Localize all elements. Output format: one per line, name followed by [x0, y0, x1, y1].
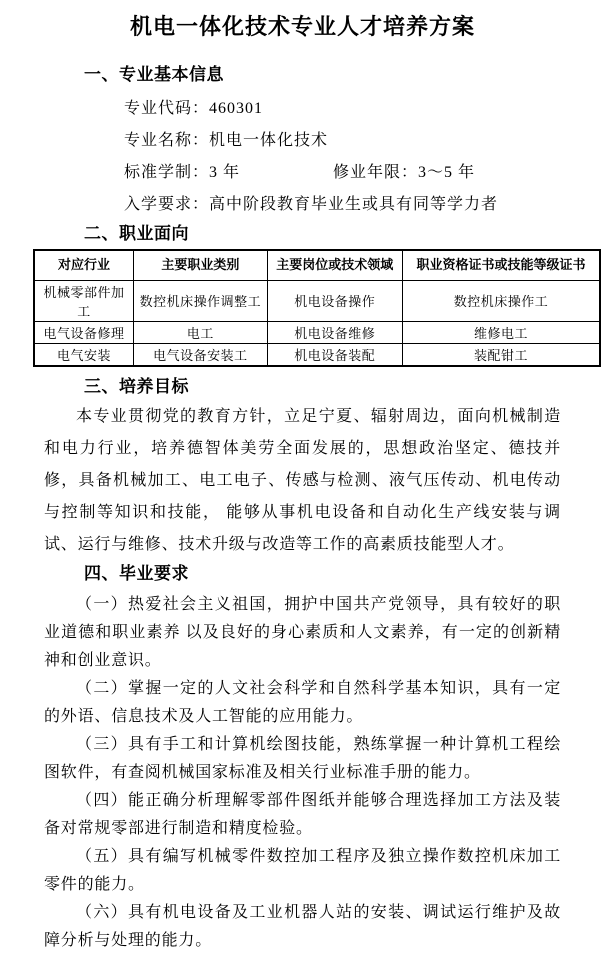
table-cell: 电气安装 [34, 343, 134, 366]
major-code-label: 专业代码： [124, 100, 210, 117]
schooling-pair [124, 157, 333, 189]
requirement-item: （三）具有手工和计算机绘图技能，熟练掌握一种计算机工程绘图软件，有查阅机械国家标准及相关行业标准手册的能力。 [44, 735, 561, 781]
career-table [33, 249, 601, 367]
table-cell: 电工 [134, 321, 268, 343]
field-admission [44, 189, 561, 221]
schooling-value: 3 年 [209, 164, 241, 181]
col-header-industry: 对应行业 [34, 250, 134, 280]
requirement-item: （五）具有编写机械零件数控加工程序及独立操作数控机床加工零件的能力。 [44, 847, 561, 893]
major-code-value: 460301 [209, 100, 264, 117]
field-schooling-duration [44, 157, 561, 189]
table-cell: 机电设备装配 [267, 343, 402, 366]
major-name-label: 专业名称： [124, 132, 210, 149]
section-heading-objectives: 三、培养目标 [84, 376, 189, 396]
requirement-item: （四）能正确分析理解零部件图纸并能够合理选择加工方法及装备对常规零部进行制造和精度检验。 [44, 791, 561, 837]
requirement-item: （一）热爱社会主义祖国，拥护中国共产党领导，具有较好的职业道德和职业素养 以及良好的身心素质和人文素养，有一定的创新精神和创业意识。 [44, 595, 561, 669]
table-cell: 数控机床操作调整工 [134, 280, 268, 321]
requirement-item: （六）具有机电设备及工业机器人站的安装、调试运行维护及故障分析与处理的能力。 [44, 903, 561, 949]
table-cell: 机电设备操作 [267, 280, 402, 321]
col-header-position: 主要岗位或技术领域 [267, 250, 402, 280]
table-cell: 装配钳工 [402, 343, 600, 366]
basic-info-block [44, 93, 561, 221]
table-cell: 维修电工 [402, 321, 600, 343]
col-header-occupation: 主要职业类别 [134, 250, 268, 280]
col-header-certificate: 职业资格证书或技能等级证书 [402, 250, 600, 280]
table-cell: 机电设备维修 [267, 321, 402, 343]
table-header-row [34, 250, 600, 280]
field-major-name [44, 125, 561, 157]
admission-value: 高中阶段教育毕业生或具有同等学力者 [209, 196, 499, 213]
objectives-paragraph: 本专业贯彻党的教育方针，立足宁夏、辐射周边，面向机械制造和电力行业，培养德智体美劳全面发展的，思想政治坚定、德技并修，具备机械加工、电工电子、传感与检测、液气压传动、机电传动与控制等知识和技能， 能够从事机电设备和自动化生产线安装与调试、运行与维修、技术升级与改造等工作的高素质技能型人才。 [44, 407, 561, 553]
section-heading-career: 二、职业面向 [84, 224, 189, 243]
table-cell: 数控机床操作工 [402, 280, 600, 321]
section-heading-basic-info: 一、专业基本信息 [84, 65, 224, 84]
table-row [34, 343, 600, 366]
duration-pair [333, 164, 475, 181]
duration-label: 修业年限： [333, 164, 419, 181]
requirement-item: （二）掌握一定的人文社会科学和自然科学基本知识，具有一定的外语、信息技术及人工智能的应用能力。 [44, 679, 561, 725]
admission-label: 入学要求： [124, 196, 210, 213]
requirements-block [44, 591, 561, 955]
table-cell: 电气设备安装工 [134, 343, 268, 366]
table-row [34, 280, 600, 321]
page-title: 机电一体化技术专业人才培养方案 [129, 14, 475, 39]
schooling-label: 标准学制： [124, 164, 210, 181]
duration-value: 3～5 年 [418, 164, 476, 181]
field-major-code [44, 93, 561, 125]
table-row [34, 321, 600, 343]
section-heading-requirements: 四、毕业要求 [84, 563, 189, 583]
table-cell: 机械零部件加工 [34, 280, 134, 321]
major-name-value: 机电一体化技术 [209, 132, 329, 149]
table-cell: 电气设备修理 [34, 321, 134, 343]
